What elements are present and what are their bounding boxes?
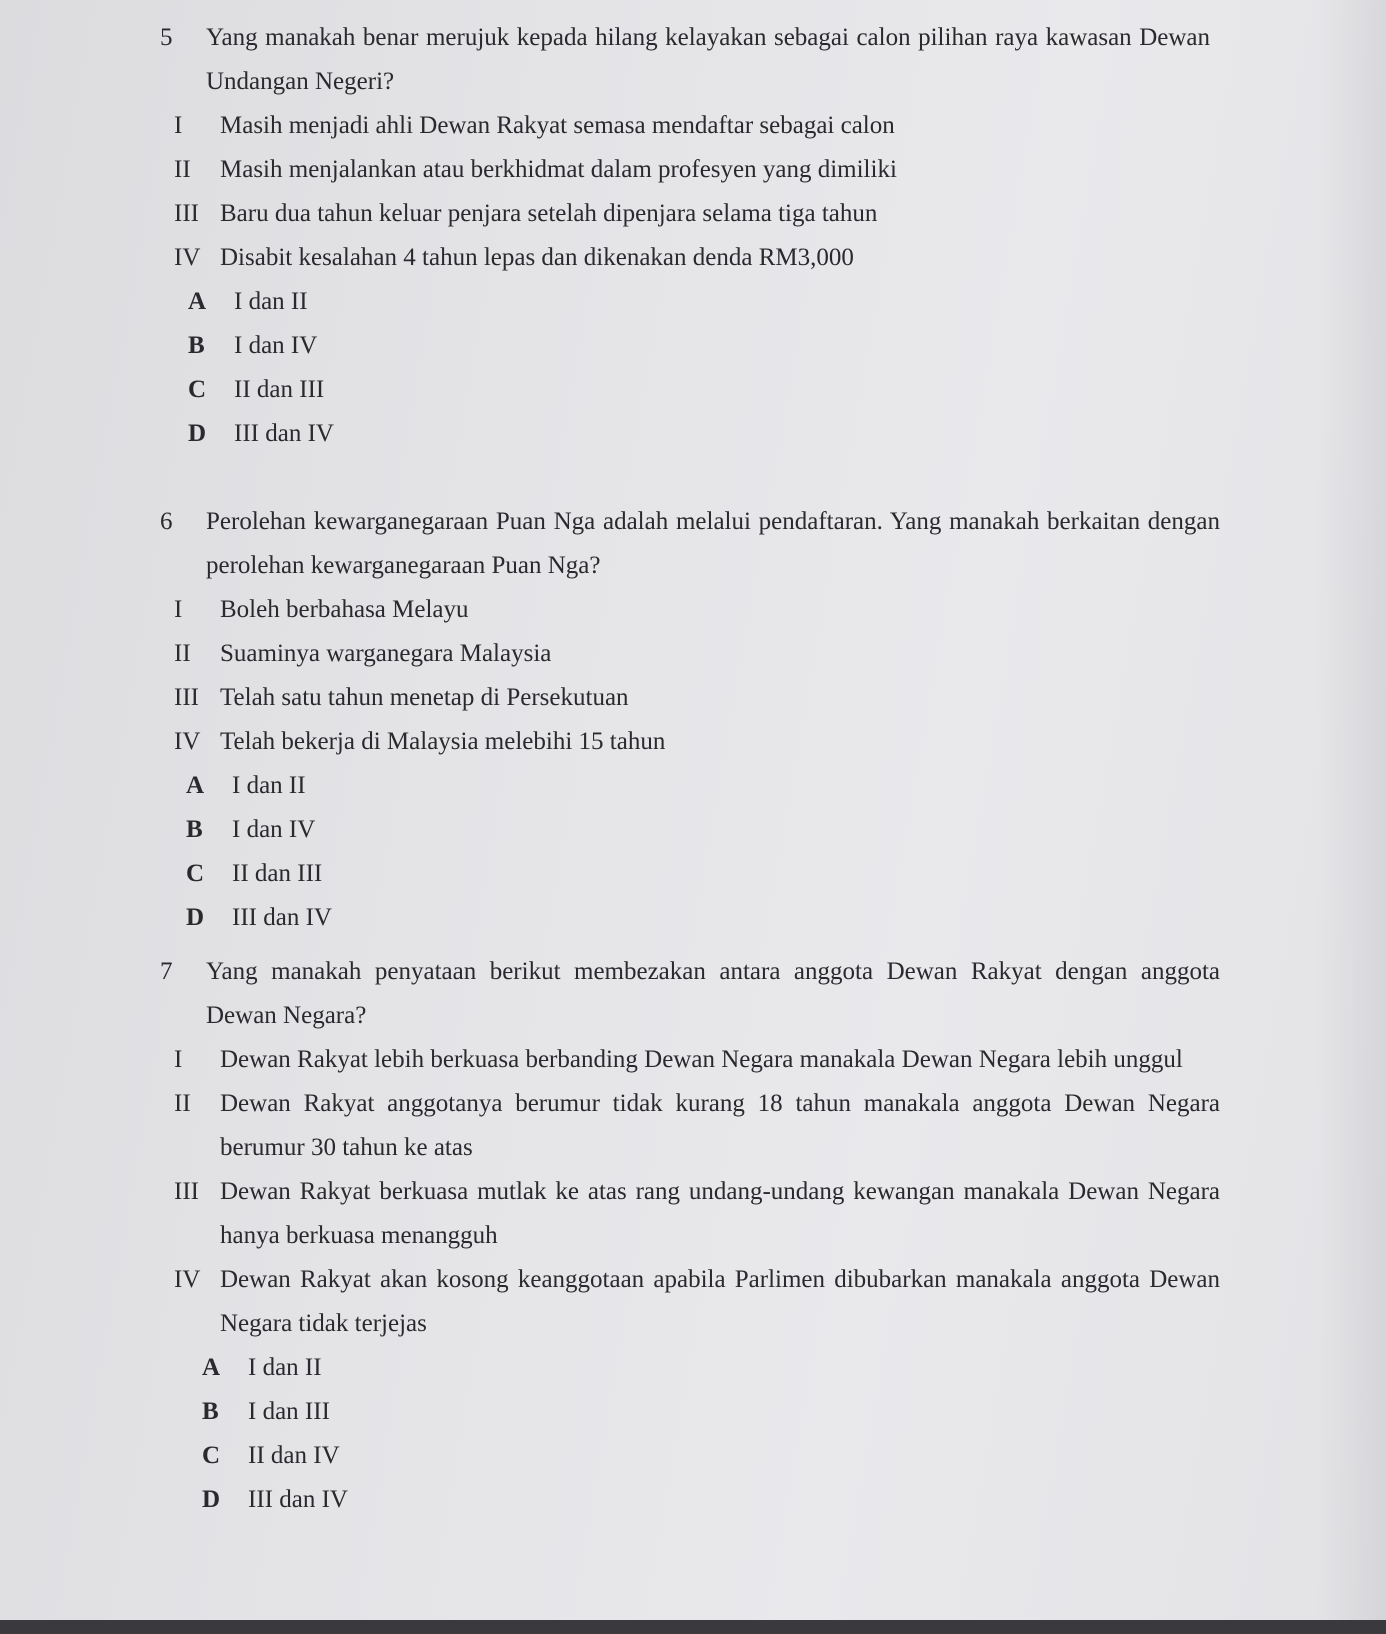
- page-shadow: [1316, 0, 1386, 1634]
- question-7: [160, 950, 1220, 1522]
- statement-text: Boleh berbahasa Melayu: [220, 596, 469, 623]
- statement-text: Masih menjalankan atau berkhidmat dalam profesyen yang dimiliki: [220, 156, 897, 183]
- statement-item: [174, 676, 1220, 720]
- statement-numeral: II: [174, 640, 191, 667]
- statement-text: Dewan Rakyat akan kosong keanggotaan apabila Parlimen dibubarkan manakala anggota Dewan Negara tidak terjejas: [220, 1266, 1220, 1337]
- option-letter: C: [186, 860, 205, 887]
- statement-numeral: III: [174, 1178, 199, 1205]
- statement-numeral: II: [174, 156, 191, 183]
- option-b[interactable]: [202, 1390, 1220, 1434]
- option-a[interactable]: [186, 764, 1220, 808]
- statement-text: Dewan Rakyat anggotanya berumur tidak kurang 18 tahun manakala anggota Dewan Negara berumur 30 tahun ke atas: [220, 1090, 1220, 1161]
- statement-item: [174, 148, 1210, 192]
- statement-item: [174, 1170, 1220, 1258]
- option-b[interactable]: [188, 324, 1210, 368]
- option-text: I dan III: [248, 1398, 330, 1425]
- statement-numeral: II: [174, 1090, 191, 1117]
- statement-text: Dewan Rakyat lebih berkuasa berbanding Dewan Negara manakala Dewan Negara lebih unggul: [220, 1046, 1183, 1073]
- question-text: Yang manakah benar merujuk kepada hilang kelayakan sebagai calon pilihan raya kawasan Dewan Undangan Negeri?: [206, 24, 1210, 95]
- question-stem: [160, 16, 1210, 104]
- statement-text: Telah satu tahun menetap di Persekutuan: [220, 684, 629, 711]
- option-a[interactable]: [188, 280, 1210, 324]
- question-number: 5: [160, 24, 173, 51]
- statement-text: Suaminya warganegara Malaysia: [220, 640, 552, 667]
- statement-item: [174, 632, 1220, 676]
- statement-item: [174, 1258, 1220, 1346]
- option-text: II dan III: [232, 860, 323, 887]
- option-text: II dan IV: [248, 1442, 340, 1469]
- statement-numeral: I: [174, 596, 183, 623]
- question-number: 6: [160, 508, 173, 535]
- statement-list: [174, 588, 1220, 764]
- option-d[interactable]: [188, 412, 1210, 456]
- option-letter: D: [188, 420, 207, 447]
- question-stem: [160, 500, 1220, 588]
- statement-item: [174, 104, 1210, 148]
- option-text: I dan IV: [232, 816, 316, 843]
- option-letter: D: [202, 1486, 221, 1513]
- statement-item: [174, 1038, 1220, 1082]
- option-text: II dan III: [234, 376, 325, 403]
- option-letter: C: [202, 1442, 221, 1469]
- option-text: III dan IV: [248, 1486, 348, 1513]
- option-d[interactable]: [202, 1478, 1220, 1522]
- statement-item: [174, 588, 1220, 632]
- statement-numeral: IV: [174, 728, 201, 755]
- option-letter: D: [186, 904, 205, 931]
- option-letter: B: [188, 332, 205, 359]
- statement-numeral: IV: [174, 1266, 201, 1293]
- option-list: [188, 280, 1210, 456]
- option-text: I dan II: [248, 1354, 322, 1381]
- option-letter: B: [202, 1398, 219, 1425]
- statement-text: Telah bekerja di Malaysia melebihi 15 tahun: [220, 728, 666, 755]
- desk-edge: [0, 1620, 1386, 1634]
- statement-numeral: III: [174, 684, 199, 711]
- statement-item: [174, 236, 1210, 280]
- statement-numeral: I: [174, 1046, 183, 1073]
- statement-text: Disabit kesalahan 4 tahun lepas dan dikenakan denda RM3,000: [220, 244, 854, 271]
- option-text: I dan II: [234, 288, 308, 315]
- statement-numeral: IV: [174, 244, 201, 271]
- option-letter: A: [188, 288, 207, 315]
- statement-text: Dewan Rakyat berkuasa mutlak ke atas rang undang-undang kewangan manakala Dewan Negara hanya berkuasa menangguh: [220, 1178, 1220, 1249]
- statement-list: [174, 104, 1210, 280]
- option-c[interactable]: [202, 1434, 1220, 1478]
- statement-numeral: III: [174, 200, 199, 227]
- question-text: Perolehan kewarganegaraan Puan Nga adalah melalui pendaftaran. Yang manakah berkaitan dengan perolehan kewarganegaraan Puan Nga?: [206, 508, 1220, 579]
- statement-item: [174, 1082, 1220, 1170]
- statement-item: [174, 720, 1220, 764]
- option-letter: A: [186, 772, 205, 799]
- question-6: [160, 500, 1220, 940]
- option-list: [202, 1346, 1220, 1522]
- option-text: III dan IV: [234, 420, 334, 447]
- option-c[interactable]: [186, 852, 1220, 896]
- statement-numeral: I: [174, 112, 183, 139]
- statement-item: [174, 192, 1210, 236]
- question-stem: [160, 950, 1220, 1038]
- option-list: [186, 764, 1220, 940]
- option-letter: C: [188, 376, 207, 403]
- option-c[interactable]: [188, 368, 1210, 412]
- question-5: [160, 16, 1210, 456]
- option-text: I dan IV: [234, 332, 318, 359]
- option-text: I dan II: [232, 772, 306, 799]
- statement-list: [174, 1038, 1220, 1346]
- question-text: Yang manakah penyataan berikut membezakan antara anggota Dewan Rakyat dengan anggota Dewan Negara?: [206, 958, 1220, 1029]
- option-b[interactable]: [186, 808, 1220, 852]
- option-a[interactable]: [202, 1346, 1220, 1390]
- option-letter: A: [202, 1354, 221, 1381]
- question-number: 7: [160, 958, 173, 985]
- option-letter: B: [186, 816, 203, 843]
- option-text: III dan IV: [232, 904, 332, 931]
- statement-text: Baru dua tahun keluar penjara setelah dipenjara selama tiga tahun: [220, 200, 878, 227]
- statement-text: Masih menjadi ahli Dewan Rakyat semasa mendaftar sebagai calon: [220, 112, 895, 139]
- option-d[interactable]: [186, 896, 1220, 940]
